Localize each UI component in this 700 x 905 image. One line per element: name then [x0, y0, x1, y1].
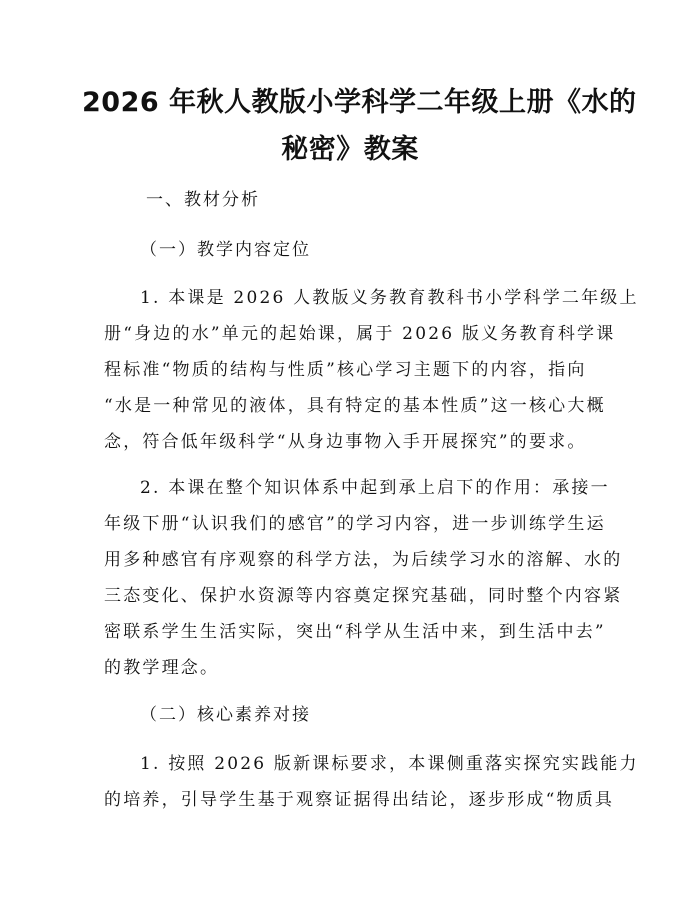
paragraph-line: 念，符合低年级科学“从身边事物入手开展探究”的要求。	[104, 432, 587, 452]
paragraph-line: “水是一种常见的液体，具有特定的基本性质”这一核心大概	[104, 396, 606, 416]
section-heading-materials-analysis: 一、教材分析	[146, 190, 260, 210]
document-title-line-2: 秘密》教案	[281, 134, 419, 165]
subheading-core-competency: （二）核心素养对接	[140, 705, 311, 725]
subheading-content-positioning: （一）教学内容定位	[140, 240, 311, 260]
paragraph-line: 用多种感官有序观察的科学方法，为后续学习水的溶解、水的	[104, 550, 623, 570]
paragraph-line: 2. 本课在整个知识体系中起到承上启下的作用：承接一	[140, 478, 610, 498]
paragraph-line: 程标准“物质的结构与性质”核心学习主题下的内容，指向	[104, 360, 587, 380]
document-title-line-1: 2026 年秋人教版小学科学二年级上册《水的	[82, 87, 637, 118]
paragraph-line: 1. 按照 2026 版新课标要求，本课侧重落实探究实践能力	[140, 754, 639, 774]
paragraph-line: 三态变化、保护水资源等内容奠定探究基础，同时整个内容紧	[104, 586, 623, 606]
paragraph-line: 册“身边的水”单元的起始课，属于 2026 版义务教育科学课	[104, 324, 616, 344]
paragraph-line: 1. 本课是 2026 人教版义务教育教科书小学科学二年级上	[140, 288, 639, 308]
paragraph-line: 年级下册“认识我们的感官”的学习内容，进一步训练学生运	[104, 514, 606, 534]
paragraph-line: 密联系学生生活实际，突出“科学从生活中来，到生活中去”	[104, 622, 606, 642]
paragraph-line: 的教学理念。	[104, 658, 220, 678]
paragraph-line: 的培养，引导学生基于观察证据得出结论，逐步形成“物质具	[104, 790, 615, 810]
